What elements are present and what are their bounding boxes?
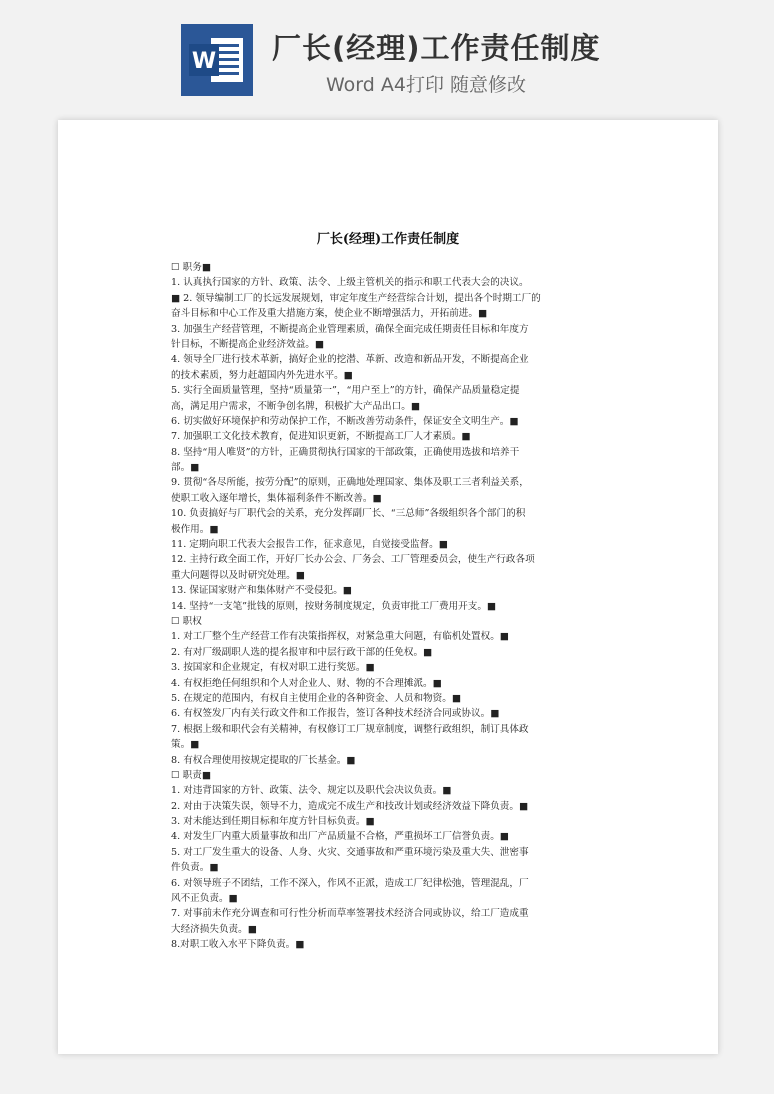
document-line: 8.对职工收入水平下降负责。■	[171, 939, 305, 951]
document-line: 5. 对工厂发生重大的设备、人身、火灾、交通事故和严重环境污染及重大失、泄密事	[171, 846, 529, 858]
document-line: 部。■	[171, 462, 200, 474]
document-line: 8. 坚持“用人唯贤”的方针，正确贯彻执行国家的干部政策，正确使用选拔和培养干	[171, 446, 520, 458]
document-line: ☐ 职务■	[171, 262, 211, 273]
document-title: 厂长(经理)工作责任制度	[316, 232, 460, 247]
document-line: 4. 有权拒绝任何组织和个人对企业人、财、物的不合理摊派。■	[171, 677, 442, 689]
document-line: 极作用。■	[171, 523, 219, 535]
document-line: 6. 切实做好环境保护和劳动保护工作，不断改善劳动条件，保证安全文明生产。■	[171, 415, 519, 427]
document-line: 6. 有权签发厂内有关行政文件和工作报告，签订各种技术经济合同或协议。■	[171, 708, 500, 720]
document-line: 8. 有权合理使用按规定提取的厂长基金。■	[171, 754, 356, 766]
document-line: 13. 保证国家财产和集体财产不受侵犯。■	[171, 585, 352, 597]
document-line: 12. 主持行政全面工作，开好厂长办公会、厂务会、工厂管理委员会，使生产行政各项	[171, 554, 535, 566]
document-line: 2. 有对厂级副职人选的提名报审和中层行政干部的任免权。■	[171, 646, 433, 658]
document-line: 3. 对未能达到任期目标和年度方针目标负责。■	[171, 816, 375, 828]
document-line: 7. 对事前未作充分调查和可行性分析而草率签署技术经济合同或协议，给工厂造成重	[171, 908, 529, 920]
document-line: 7. 根据上级和职代会有关精神，有权修订工厂规章制度，调整行政组织，制订具体政	[171, 723, 529, 735]
document-line: 4. 领导全厂进行技术革新，搞好企业的挖潜、革新、改造和新品开发，不断提高企业	[171, 354, 529, 366]
document-line: 高，满足用户需求，不断争创名牌，积极扩大产品出口。■	[171, 400, 420, 412]
document-line: 风不正负责。■	[171, 893, 238, 905]
document-page	[58, 120, 718, 1054]
document-line: 4. 对发生厂内重大质量事故和出厂产品质量不合格，严重损坏工厂信誉负责。■	[171, 831, 509, 843]
document-line: ☐ 职责■	[171, 769, 211, 781]
document-line: 3. 按国家和企业规定，有权对职工进行奖惩。■	[171, 662, 375, 674]
word-document-icon	[181, 24, 253, 96]
document-line: 5. 实行全面质量管理，坚持“质量第一”，“用户至上”的方针，确保产品质量稳定提	[171, 385, 520, 397]
document-line: 重大问题得以及时研究处理。■	[171, 569, 305, 581]
document-line: 件负责。■	[171, 862, 219, 874]
document-line: 1. 对违背国家的方针、政策、法令、规定以及职代会决议负责。■	[171, 785, 452, 797]
document-line: 11. 定期向职工代表大会报告工作，征求意见，自觉接受监督。■	[171, 539, 448, 551]
document-line: 大经济损失负责。■	[171, 923, 257, 935]
document-line: 5. 在规定的范围内，有权自主使用企业的各种资金、人员和物资。■	[171, 692, 461, 704]
document-body	[171, 260, 606, 953]
document-line: 6. 对领导班子不团结，工作不深入，作风不正派，造成工厂纪律松弛，管理混乱，厂	[171, 877, 529, 889]
banner-subtitle: Word A4打印 随意修改	[326, 74, 527, 96]
banner-header	[0, 0, 774, 118]
document-line: 1. 对工厂整个生产经营工作有决策指挥权，对紧急重大问题，有临机处置权。■	[171, 631, 509, 643]
document-line: 9. 贯彻“各尽所能，按劳分配”的原则，正确地处理国家、集体及职工三者利益关系，	[171, 477, 529, 489]
document-line: ☐ 职权	[171, 615, 202, 627]
document-line: 7. 加强职工文化技术教育，促进知识更新，不断提高工厂人才素质。■	[171, 431, 471, 443]
document-line: 14. 坚持“一支笔”批钱的原则，按财务制度规定，负责审批工厂费用开支。■	[171, 600, 496, 612]
document-line: 1. 认真执行国家的方针、政策、法令、上级主管机关的指示和职工代表大会的决议。	[171, 277, 529, 289]
document-line: 3. 加强生产经营管理，不断提高企业管理素质，确保全面完成任期责任目标和年度方	[171, 323, 529, 335]
document-line: 的技术素质，努力赶超国内外先进水平。■	[171, 369, 353, 381]
document-line: 使职工收入逐年增长，集体福利条件不断改善。■	[171, 492, 382, 504]
document-line: 奋斗目标和中心工作及重大措施方案，使企业不断增强活力，开拓前进。■	[171, 308, 488, 320]
document-line: ■ 2. 领导编制工厂的长远发展规划，审定年度生产经营综合计划，提出各个时期工厂的	[171, 292, 541, 304]
document-line: 2. 对由于决策失误，领导不力，造成完不成生产和技改计划或经济效益下降负责。■	[171, 800, 529, 812]
document-line: 10. 负责搞好与厂职代会的关系，充分发挥副厂长、“三总师”各级组织各个部门的积	[171, 508, 526, 520]
document-line: 策。■	[171, 739, 200, 751]
word-icon-letter: W	[191, 49, 217, 74]
document-line: 针目标，不断提高企业经济效益。■	[171, 338, 324, 350]
banner-title: 厂长(经理)工作责任制度	[272, 31, 601, 65]
